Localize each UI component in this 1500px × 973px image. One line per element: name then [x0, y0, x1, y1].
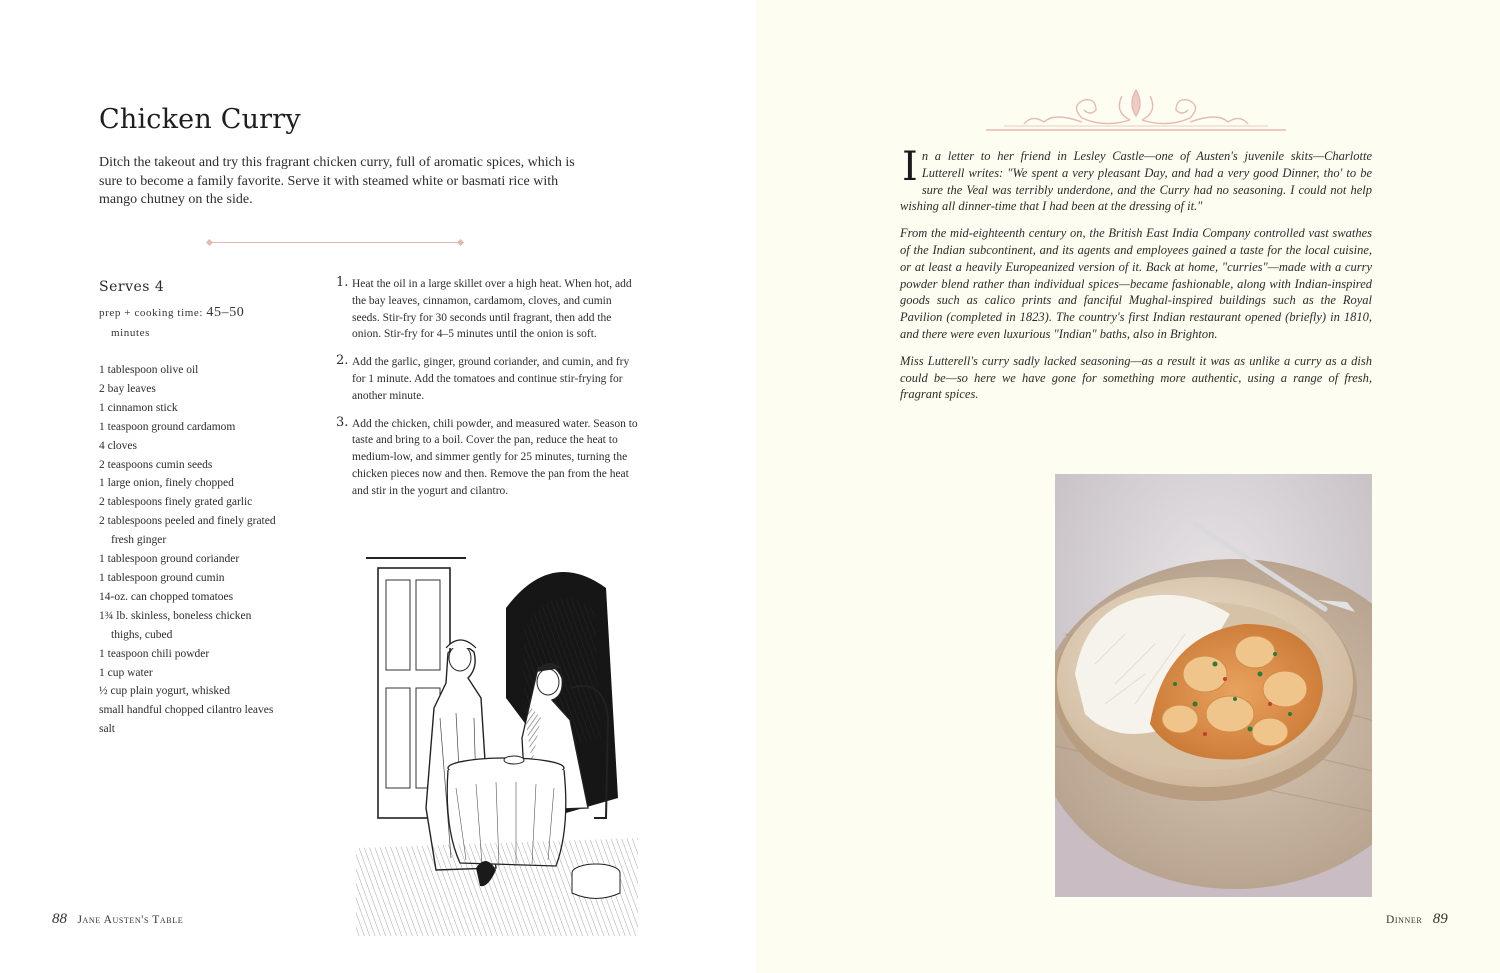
historical-essay — [900, 144, 1372, 413]
essay-paragraph: In a letter to her friend in Lesley Castle—one of Austen's juvenile skits—Charlotte Lutterell writes: "We spent a very pleasant Day, and had a very good Dinner, tho' to be sure the Veal was terribly underdone, and the Curry had no seasoning. I could not help wishing all dinner-time that I had been at the dressing of it." — [900, 144, 1372, 214]
step-number: 2. — [336, 353, 349, 369]
method-step — [336, 416, 638, 500]
chicken-curry-photo — [1055, 474, 1372, 897]
ingredient-item: 4 cloves — [99, 439, 138, 452]
step-text: Add the garlic, ginger, ground coriander, and cumin, and fry for 1 minute. Add the tomatoes and continue stir-frying for another minute. — [352, 356, 630, 402]
ingredient-item: 1 tablespoon ground cumin — [99, 571, 225, 584]
ingredient-item: 1 tablespoon olive oil — [99, 364, 199, 376]
recipe-intro: Ditch the takeout and try this fragrant chicken curry, full of aromatic spices, which is sure to become a family favorite. Serve it with steamed white or basmati rice with mango chutney on the side. — [99, 155, 575, 207]
ingredient-list — [99, 361, 314, 739]
prep-value: 45–50 — [206, 305, 245, 320]
ingredient-item: 1 large onion, finely chopped — [99, 477, 234, 490]
method-steps — [336, 276, 638, 511]
drop-cap: I — [902, 144, 918, 190]
ingredient-item: 14-oz. can chopped tomatoes — [99, 590, 234, 603]
step-number: 1. — [336, 275, 349, 290]
prep-label: prep + cooking time: — [99, 307, 204, 319]
essay-paragraph: From the mid-eighteenth century on, the British East India Company controlled vast swathes of the Indian subcontinent, and its agents and employees gained a taste for the local cuisine, or at least a heavily Europeanized version of it. Back at home, "curries"—made with a curry powder blend rather than individual spices—became fashionable, along with Indian-inspired goods such as calico prints and fanciful Mughal-inspired buildings such as the Royal Pavilion (completed in 1823). The country's first Indian restaurant opened (briefly) in 1810, and there were even luxurious "Indian" baths, also in Brighton. — [900, 226, 1372, 341]
folio-right — [1386, 911, 1448, 928]
essay-paragraph: Miss Lutterell's curry sadly lacked seasoning—as a result it was as unlike a curry as a dish could be—so here we have gone for something more authentic, using a range of fresh, fragrant spices. — [900, 353, 1372, 402]
step-text: Heat the oil in a large skillet over a high heat. When hot, add the bay leaves, cinnamon, cardamom, cloves, and cumin seeds. Stir-fry for 30 seconds until fragrant, then add the onion. Stir-fry for 4–5 minutes until the onion is soft. — [352, 278, 632, 341]
ingredient-item: 2 teaspoons cumin seeds — [99, 458, 213, 471]
method-step — [336, 276, 638, 343]
divider-rule — [209, 242, 461, 243]
ingredient-item: salt — [99, 723, 115, 736]
prep-unit: minutes — [111, 327, 151, 339]
page-number: 88 — [52, 911, 67, 927]
ingredient-item: 2 bay leaves — [99, 382, 156, 395]
recipe-title: Chicken Curry — [99, 104, 301, 135]
ingredient-item: 1 teaspoon ground cardamom — [99, 420, 236, 433]
ingredient-item: 1¾ lb. skinless, boneless chicken thighs, cubed — [99, 609, 252, 641]
running-head: Jane Austen's Table — [77, 914, 184, 926]
decorative-flourish-ornament — [984, 82, 1288, 136]
prep-time — [99, 303, 244, 343]
ingredient-item: ½ cup plain yogurt, whisked — [99, 685, 230, 698]
running-head: Dinner — [1386, 914, 1423, 926]
step-text: Add the chicken, chili powder, and measured water. Season to taste and bring to a boil. Cover the pan, reduce the heat to medium-low, and simmer gently for 25 minutes, turning the chicken pieces now and then. Remove the pan from the heat and stir in the yogurt and cilantro. — [352, 417, 638, 497]
ingredient-item: small handful chopped cilantro leaves — [99, 704, 274, 717]
ingredient-item: 2 tablespoons peeled and finely grated fresh ginger — [99, 515, 276, 547]
ingredient-item: 1 cup water — [99, 666, 153, 679]
ingredient-item: 2 tablespoons finely grated garlic — [99, 496, 253, 509]
serves-label: Serves 4 — [99, 279, 165, 295]
engraving-illustration — [356, 548, 638, 936]
folio-left — [52, 911, 183, 928]
ingredient-item: 1 tablespoon ground coriander — [99, 553, 240, 566]
ingredient-item: 1 teaspoon chili powder — [99, 647, 210, 660]
method-step — [336, 354, 638, 404]
ingredient-item: 1 cinnamon stick — [99, 401, 178, 414]
step-number: 3. — [336, 414, 349, 430]
page-number: 89 — [1432, 911, 1448, 927]
